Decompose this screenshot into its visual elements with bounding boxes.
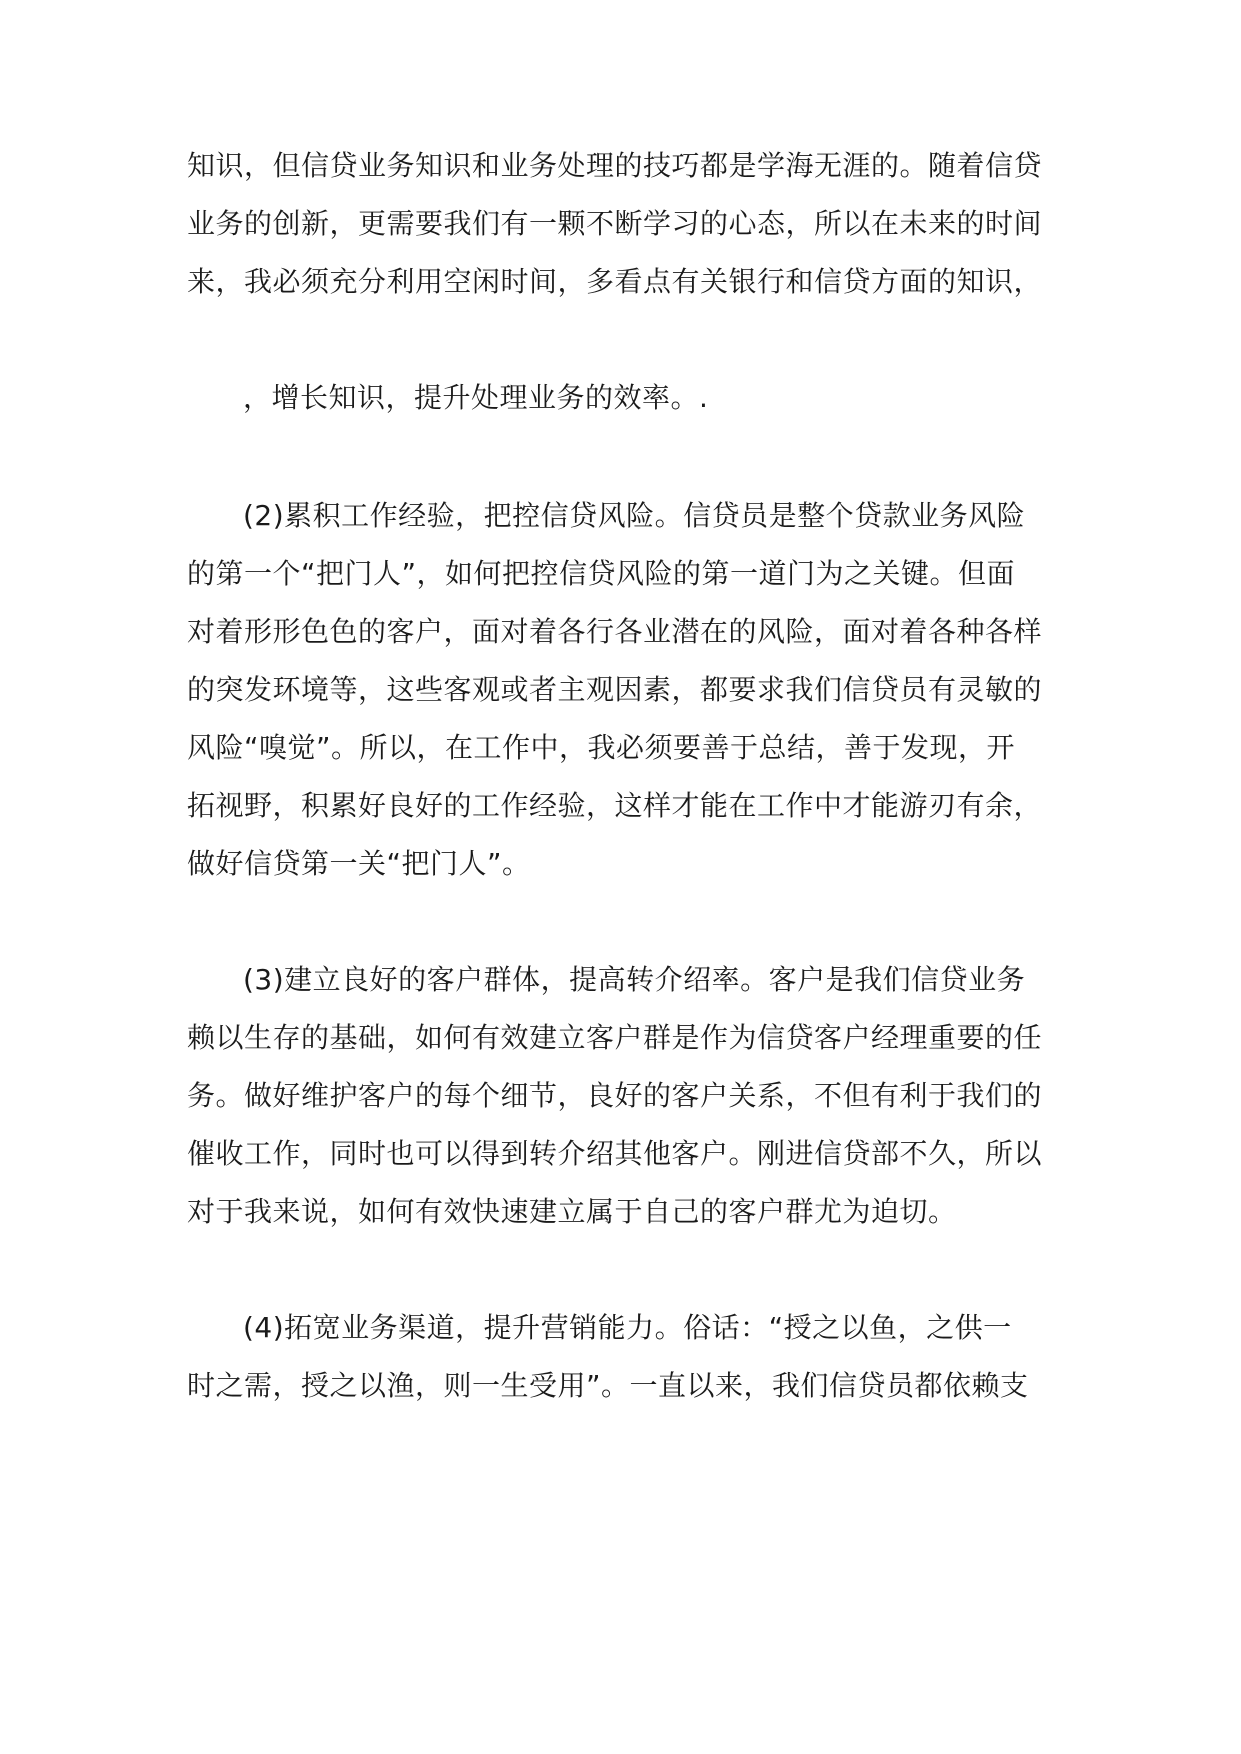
paragraph-line: 做好信贷第一关“把门人”。 — [187, 847, 531, 880]
paragraph-line: 务。做好维护客户的每个细节，良好的客户关系，不但有利于我们的 — [187, 1079, 1043, 1112]
paragraph-line: (2)累积工作经验，把控信贷风险。信贷员是整个贷款业务风险 — [243, 499, 1026, 532]
paragraph-line: 的突发环境等，这些客观或者主观因素，都要求我们信贷员有灵敏的 — [187, 673, 1043, 706]
paragraph-line: 催收工作，同时也可以得到转介绍其他客户。刚进信贷部不久，所以 — [187, 1137, 1043, 1170]
paragraph-line: 对于我来说，如何有效快速建立属于自己的客户群尤为迫切。 — [187, 1195, 957, 1228]
paragraph-line: (3)建立良好的客户群体，提高转介绍率。客户是我们信贷业务 — [243, 963, 1026, 996]
paragraph-line: (4)拓宽业务渠道，提升营销能力。俗话：“授之以鱼，之供一 — [243, 1311, 1012, 1344]
paragraph-line: 对着形形色色的客户，面对着各行各业潜在的风险，面对着各种各样 — [187, 615, 1043, 648]
paragraph-line: 业务的创新，更需要我们有一颗不断学习的心态，所以在未来的时间 — [187, 207, 1043, 240]
paragraph-line: 的第一个“把门人”，如何把控信贷风险的第一道门为之关键。但面 — [187, 557, 1016, 590]
paragraph-line: 拓视野，积累好良好的工作经验，这样才能在工作中才能游刃有余， — [187, 789, 1043, 822]
paragraph-line: 风险“嗅觉”。所以，在工作中，我必须要善于总结，善于发现，开 — [187, 731, 1016, 764]
paragraph-line: 时之需，授之以渔，则一生受用”。一直以来，我们信贷员都依赖支 — [187, 1369, 1029, 1402]
paragraph-line: 知识，但信贷业务知识和业务处理的技巧都是学海无涯的。随着信贷 — [187, 149, 1043, 182]
paragraph-line: 赖以生存的基础，如何有效建立客户群是作为信贷客户经理重要的任 — [187, 1021, 1043, 1054]
paragraph-line: 来，我必须充分利用空闲时间，多看点有关银行和信贷方面的知识， — [187, 265, 1043, 298]
paragraph-line: ，增长知识，提升处理业务的效率。. — [243, 381, 709, 414]
